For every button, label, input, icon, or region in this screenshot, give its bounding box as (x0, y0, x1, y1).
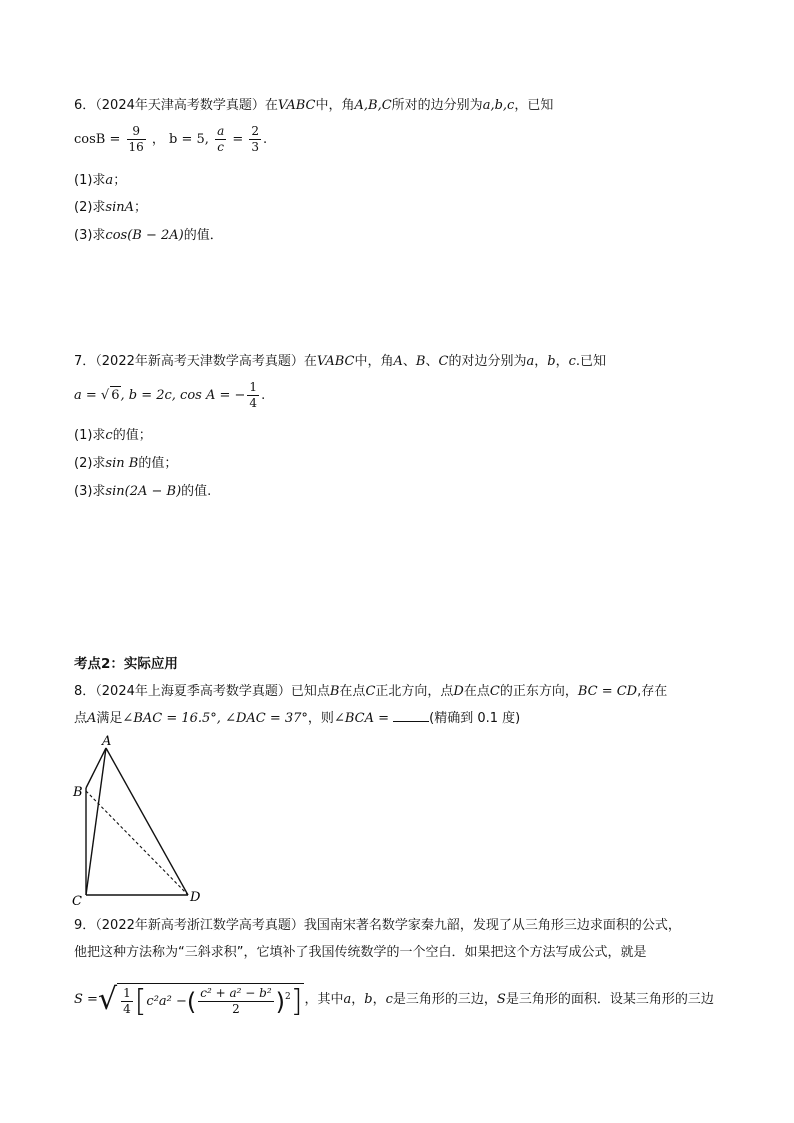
q6-ratio-fraction: $\frac{2}{3}$ (251, 124, 260, 154)
q9-quarter-fraction: $\frac{1}{4}$ (123, 986, 131, 1016)
q6-part-3: (3)求cos(B − 2A)的值． (74, 228, 223, 243)
label-C: C (72, 894, 82, 905)
label-B: B (73, 785, 83, 800)
q6-cosB-fraction: $\frac{9}{16}$ (128, 124, 144, 154)
q7-part-2: (2)求sin B的值； (74, 456, 178, 471)
q6-stem: 6．（2024年天津高考数学真题）在VABC中，角A,B,C所对的边分别为a,b,c，已知 (74, 98, 554, 113)
q7-conditions: a = √ 6, b = 2c, cos A = − $\frac{1}{4}$ . (74, 380, 266, 410)
q6-conditions: cosB = $\frac{9}{16}$ ， b = 5, $\frac{a}{c}$ = $\frac{2}{3}$ . (74, 124, 268, 154)
section-heading: 考点2：实际应用 (74, 656, 178, 672)
q9-stem-line2: 他把这种方法称为“三斜求积”，它填补了我国传统数学的一个空白．如果把这个方法写成公式，就是 (74, 945, 647, 960)
label-D: D (190, 890, 201, 905)
q6-ac-fraction: $\frac{a}{c}$ (217, 124, 225, 154)
q7-stem: 7．（2022年新高考天津数学高考真题）在VABC中，角A、B、C的对边分别为a，b，c.已知 (74, 354, 607, 369)
radicand: $\frac{1}{4}$ [ c²a² − ( $\frac{\text{c² + a² − b²}}{2}$ ) $^2$ ] (117, 983, 304, 1017)
edge-BD-dashed (86, 791, 188, 895)
q8-stem-line2: 点A满足∠BAC = 16.5°, ∠DAC = 37°，则∠BCA = (精确到 0.1 度) (74, 711, 521, 726)
q8-stem-line1: 8．（2024年上海夏季高考数学真题）已知点B在点C正北方向，点D在点C的正东方向，BC = CD,存在 (74, 684, 668, 699)
left-paren: ( (186, 987, 197, 1016)
q7-part-3: (3)求sin(2A − B)的值. (74, 484, 212, 499)
q7-cosA-fraction: $\frac{1}{4}$ (249, 380, 258, 410)
answer-blank (393, 709, 429, 722)
edge-AD (106, 748, 188, 895)
right-bracket: ] (290, 983, 303, 1019)
q6-part-1: (1)求a； (74, 173, 127, 188)
radical-sign: √ (97, 982, 118, 1017)
q8-triangle-figure (70, 733, 210, 905)
q9-inner-fraction: $\frac{\text{c² + a² − b²}}{2}$ (200, 986, 272, 1016)
q6-part-2: (2)求sinA； (74, 200, 148, 215)
q7-part-1: (1)求c的值； (74, 428, 152, 443)
edge-AC (86, 748, 106, 895)
right-paren: ) (275, 987, 286, 1016)
q9-formula-line: S = √ $\frac{1}{4}$ [ c²a² − ( $\frac{\text{c² + a² − b²}}{2}$ ) $^2$ ] ，其中 a ， b ， c 是三角形的三边， S 是三角形的面积．设某三角形的三边 (74, 982, 714, 1019)
left-bracket: [ (134, 983, 147, 1019)
label-A: A (102, 734, 112, 749)
q9-stem-line1: 9．（2022年新高考浙江数学高考真题）我国南宋著名数学家秦九韶，发现了从三角形三边求面积的公式， (74, 918, 681, 933)
